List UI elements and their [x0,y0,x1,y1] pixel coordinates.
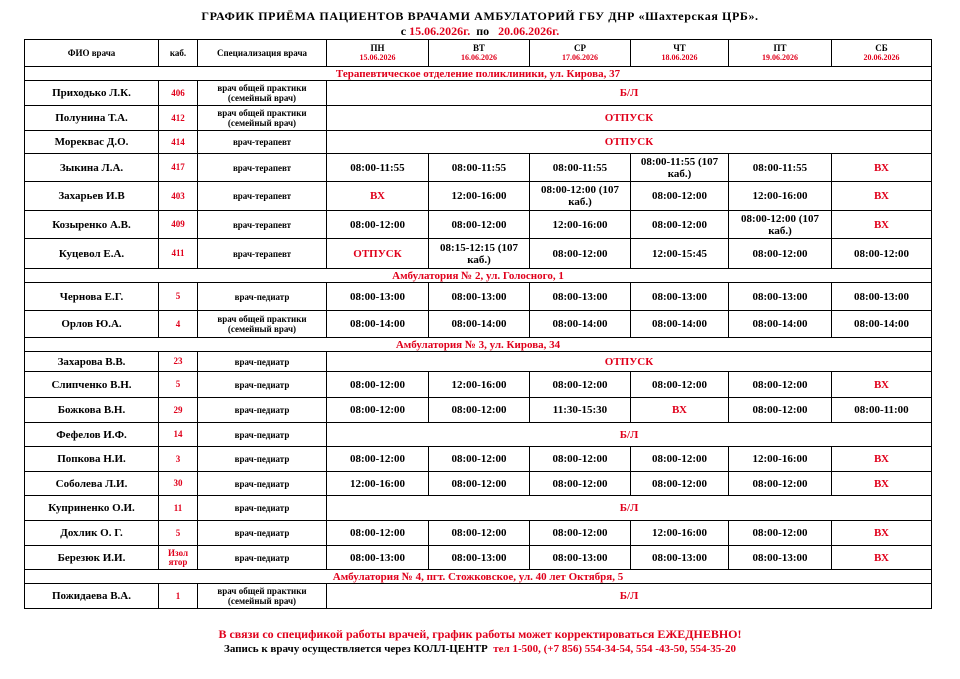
schedule-cell: 12:00-16:00 [429,372,530,398]
schedule-cell: 08:00-12:00 [327,372,429,398]
schedule-cell: ВХ [631,398,729,423]
doctor-name: Орлов Ю.А. [25,311,159,338]
doctor-specialization: врач общей практики (семейный врач) [198,106,327,131]
doctor-specialization: врач-педиатр [198,423,327,447]
doctor-row [25,283,932,311]
schedule-cell: ВХ [832,472,932,496]
room-number: 23 [159,352,198,372]
doctor-row [25,182,932,211]
schedule-cell: 08:00-14:00 [429,311,530,338]
schedule-cell: 08:00-12:00 [631,372,729,398]
page-title: ГРАФИК ПРИЁМА ПАЦИЕНТОВ ВРАЧАМИ АМБУЛАТОРИЙ ГБУ ДНР «Шахтерская ЦРБ». [201,9,759,23]
schedule-cell: 08:00-13:00 [530,546,631,570]
schedule-cell: ВХ [832,211,932,239]
doctor-specialization: врач-педиатр [198,352,327,372]
doctor-row [25,372,932,398]
contact-text: Запись к врачу осуществляется через КОЛЛ-ЦЕНТР [224,643,494,655]
doctor-specialization: врач-педиатр [198,496,327,521]
room-number: 414 [159,131,198,154]
day-label: СР [574,43,586,53]
schedule-cell: 08:00-11:55 [327,154,429,182]
doctor-name: Березюк И.И. [25,546,159,570]
column-header-day [530,40,631,67]
status-cell: ОТПУСК [327,131,932,154]
doctor-row [25,546,932,570]
doctor-specialization: врач-педиатр [198,447,327,472]
schedule-cell: ВХ [832,447,932,472]
doctor-row [25,131,932,154]
column-header-day [729,40,832,67]
doctor-row [25,81,932,106]
contact-phones: тел 1-500, (+7 856) 554-34-54, 554 -43-50, 554-35-20 [493,643,736,655]
schedule-cell: 08:00-12:00 [429,211,530,239]
column-header-room: каб. [159,40,198,67]
schedule-cell: 08:00-14:00 [327,311,429,338]
schedule-cell: 08:00-13:00 [631,283,729,311]
section-title: Амбулатория № 4, пгт. Стожковское, ул. 40 лет Октября, 5 [25,570,932,584]
schedule-cell: 08:00-12:00 [530,472,631,496]
status-cell: ОТПУСК [327,352,932,372]
doctor-specialization: врач-педиатр [198,398,327,423]
schedule-cell: 08:00-14:00 [832,311,932,338]
day-label: СБ [875,43,888,53]
period-mid: по [470,24,499,38]
schedule-cell: 08:00-12:00 [631,182,729,211]
schedule-cell: 08:00-12:00 [832,239,932,269]
doctor-name: Мореквас Д.О. [25,131,159,154]
status-cell: Б/Л [327,496,932,521]
doctor-name: Фефелов И.Ф. [25,423,159,447]
day-date: 15.06.2026 [359,53,396,62]
section-title: Амбулатория № 3, ул. Кирова, 34 [25,338,932,352]
schedule-cell: 08:00-12:00 [327,447,429,472]
schedule-cell: 08:00-12:00 [530,239,631,269]
schedule-cell: 08:00-12:00 [429,472,530,496]
doctor-specialization: врач общей практики (семейный врач) [198,311,327,338]
doctor-specialization: врач-терапевт [198,211,327,239]
room-number: 3 [159,447,198,472]
schedule-cell: 08:00-12:00 [729,372,832,398]
schedule-cell: 08:00-13:00 [729,546,832,570]
schedule-cell: 08:00-12:00 [631,472,729,496]
room-number: 5 [159,283,198,311]
doctor-specialization: врач-терапевт [198,239,327,269]
schedule-cell: 08:00-13:00 [832,283,932,311]
schedule-cell: 08:00-14:00 [631,311,729,338]
doctor-row [25,521,932,546]
schedule-cell: 08:00-11:00 [832,398,932,423]
doctor-row [25,584,932,609]
doctor-name: Полунина Т.А. [25,106,159,131]
schedule-cell: 08:00-12:00 [429,398,530,423]
doctor-name: Соболева Л.И. [25,472,159,496]
room-number: 412 [159,106,198,131]
column-header-day [327,40,429,67]
doctor-specialization: врач-педиатр [198,283,327,311]
room-number: 5 [159,521,198,546]
schedule-cell: 08:00-11:55 (107 каб.) [631,154,729,182]
day-label: ЧТ [673,43,686,53]
schedule-cell: 08:00-12:00 [631,447,729,472]
doctor-row [25,154,932,182]
schedule-cell: ВХ [327,182,429,211]
doctor-name: Куцевол Е.А. [25,239,159,269]
room-number: 411 [159,239,198,269]
section-title: Амбулатория № 2, ул. Голосного, 1 [25,269,932,283]
doctor-row [25,211,932,239]
doctor-specialization: врач общей практики (семейный врач) [198,81,327,106]
doctor-specialization: врач-педиатр [198,521,327,546]
doctor-row [25,106,932,131]
schedule-cell: 11:30-15:30 [530,398,631,423]
schedule-cell: 12:00-16:00 [530,211,631,239]
schedule-cell: 08:00-14:00 [729,311,832,338]
period-from: 15.06.2026г. [409,24,471,38]
doctor-row [25,239,932,269]
schedule-cell: 08:00-12:00 [729,521,832,546]
schedule-cell: 08:00-12:00 [530,372,631,398]
day-date: 19.06.2026 [762,53,798,62]
room-number: 29 [159,398,198,423]
doctor-name: Слипченко В.Н. [25,372,159,398]
schedule-cell: 08:00-12:00 [729,472,832,496]
doctor-row [25,472,932,496]
room-number: 417 [159,154,198,182]
schedule-cell: 12:00-16:00 [729,447,832,472]
schedule-body [25,67,932,609]
section-row [25,67,932,81]
room-number: 5 [159,372,198,398]
status-cell: Б/Л [327,423,932,447]
doctor-name: Божкова В.Н. [25,398,159,423]
column-header-day [832,40,932,67]
doctor-row [25,398,932,423]
schedule-cell: 08:00-13:00 [327,283,429,311]
doctor-name: Дохлик О. Г. [25,521,159,546]
schedule-cell: 08:00-13:00 [327,546,429,570]
schedule-cell: 08:00-12:00 [327,521,429,546]
doctor-name: Приходько Л.К. [25,81,159,106]
period-prefix: с [400,24,410,38]
doctor-specialization: врач-терапевт [198,154,327,182]
schedule-cell: 08:00-13:00 [530,283,631,311]
status-cell: ОТПУСК [327,106,932,131]
schedule-cell: 08:00-13:00 [631,546,729,570]
period-to: 20.06.2026г. [498,24,560,38]
schedule-cell: 08:00-12:00 [327,398,429,423]
schedule-cell: ВХ [832,546,932,570]
schedule-table [24,39,932,609]
doctor-name: Захарьев И.В [25,182,159,211]
schedule-cell: ВХ [832,154,932,182]
schedule-cell: 08:00-13:00 [429,546,530,570]
schedule-cell: 08:00-12:00 (107 каб.) [729,211,832,239]
day-date: 16.06.2026 [461,53,497,62]
schedule-cell: 08:00-12:00 (107 каб.) [530,182,631,211]
room-number: 1 [159,584,198,609]
schedule-cell: 08:00-12:00 [429,447,530,472]
doctor-row [25,352,932,372]
schedule-cell: 12:00-16:00 [429,182,530,211]
doctor-name: Козыренко А.В. [25,211,159,239]
schedule-cell: ВХ [832,372,932,398]
schedule-cell: 08:00-12:00 [631,211,729,239]
doctor-name: Захарова В.В. [25,352,159,372]
doctor-name: Попкова Н.И. [25,447,159,472]
status-cell: Б/Л [327,584,932,609]
schedule-cell: ВХ [832,521,932,546]
column-header-day [429,40,530,67]
period-line [0,24,960,39]
doctor-name: Чернова Е.Г. [25,283,159,311]
schedule-cell: 08:00-12:00 [429,521,530,546]
day-date: 17.06.2026 [562,53,598,62]
schedule-cell: 08:00-11:55 [429,154,530,182]
section-row [25,269,932,283]
schedule-cell: 12:00-15:45 [631,239,729,269]
column-header-spec: Специализация врача [198,40,327,67]
room-number: 4 [159,311,198,338]
schedule-cell: 08:00-11:55 [729,154,832,182]
doctor-name: Пожидаева В.А. [25,584,159,609]
doctor-row [25,496,932,521]
room-number: Изол ятор [159,546,198,570]
room-number: 409 [159,211,198,239]
schedule-cell: 08:00-14:00 [530,311,631,338]
contact-line [0,643,960,655]
schedule-cell: ОТПУСК [327,239,429,269]
doctor-row [25,447,932,472]
schedule-cell: 08:00-13:00 [429,283,530,311]
status-cell: Б/Л [327,81,932,106]
doctor-row [25,423,932,447]
doctor-specialization: врач-педиатр [198,546,327,570]
day-date: 20.06.2026 [863,53,900,62]
room-number: 14 [159,423,198,447]
schedule-cell: 08:00-12:00 [530,447,631,472]
header-row [25,40,932,67]
schedule-cell: 08:00-12:00 [327,211,429,239]
doctor-name: Зыкина Л.А. [25,154,159,182]
schedule-cell: 08:00-12:00 [729,239,832,269]
column-header-day [631,40,729,67]
room-number: 403 [159,182,198,211]
schedule-cell: 08:00-11:55 [530,154,631,182]
column-header-name: ФИО врача [25,40,159,67]
schedule-cell: 08:00-13:00 [729,283,832,311]
doctor-row [25,311,932,338]
doctor-specialization: врач-терапевт [198,182,327,211]
day-date: 18.06.2026 [661,53,698,62]
doctor-name: Куприненко О.И. [25,496,159,521]
section-row [25,338,932,352]
schedule-cell: ВХ [832,182,932,211]
warning-note: В связи со спецификой работы врачей, график работы может корректироваться ЕЖЕДНЕВНО! [218,627,742,641]
section-title: Терапевтическое отделение поликлиники, ул. Кирова, 37 [25,67,932,81]
room-number: 406 [159,81,198,106]
room-number: 30 [159,472,198,496]
day-label: ПТ [773,43,787,53]
schedule-cell: 12:00-16:00 [729,182,832,211]
day-label: ВТ [473,43,485,53]
doctor-specialization: врач-педиатр [198,472,327,496]
section-row [25,570,932,584]
schedule-cell: 08:00-12:00 [530,521,631,546]
day-label: ПН [370,43,385,53]
schedule-cell: 12:00-16:00 [327,472,429,496]
doctor-specialization: врач-педиатр [198,372,327,398]
schedule-cell: 12:00-16:00 [631,521,729,546]
room-number: 11 [159,496,198,521]
doctor-specialization: врач-терапевт [198,131,327,154]
schedule-cell: 08:00-12:00 [729,398,832,423]
doctor-specialization: врач общей практики (семейный врач) [198,584,327,609]
schedule-cell: 08:15-12:15 (107 каб.) [429,239,530,269]
